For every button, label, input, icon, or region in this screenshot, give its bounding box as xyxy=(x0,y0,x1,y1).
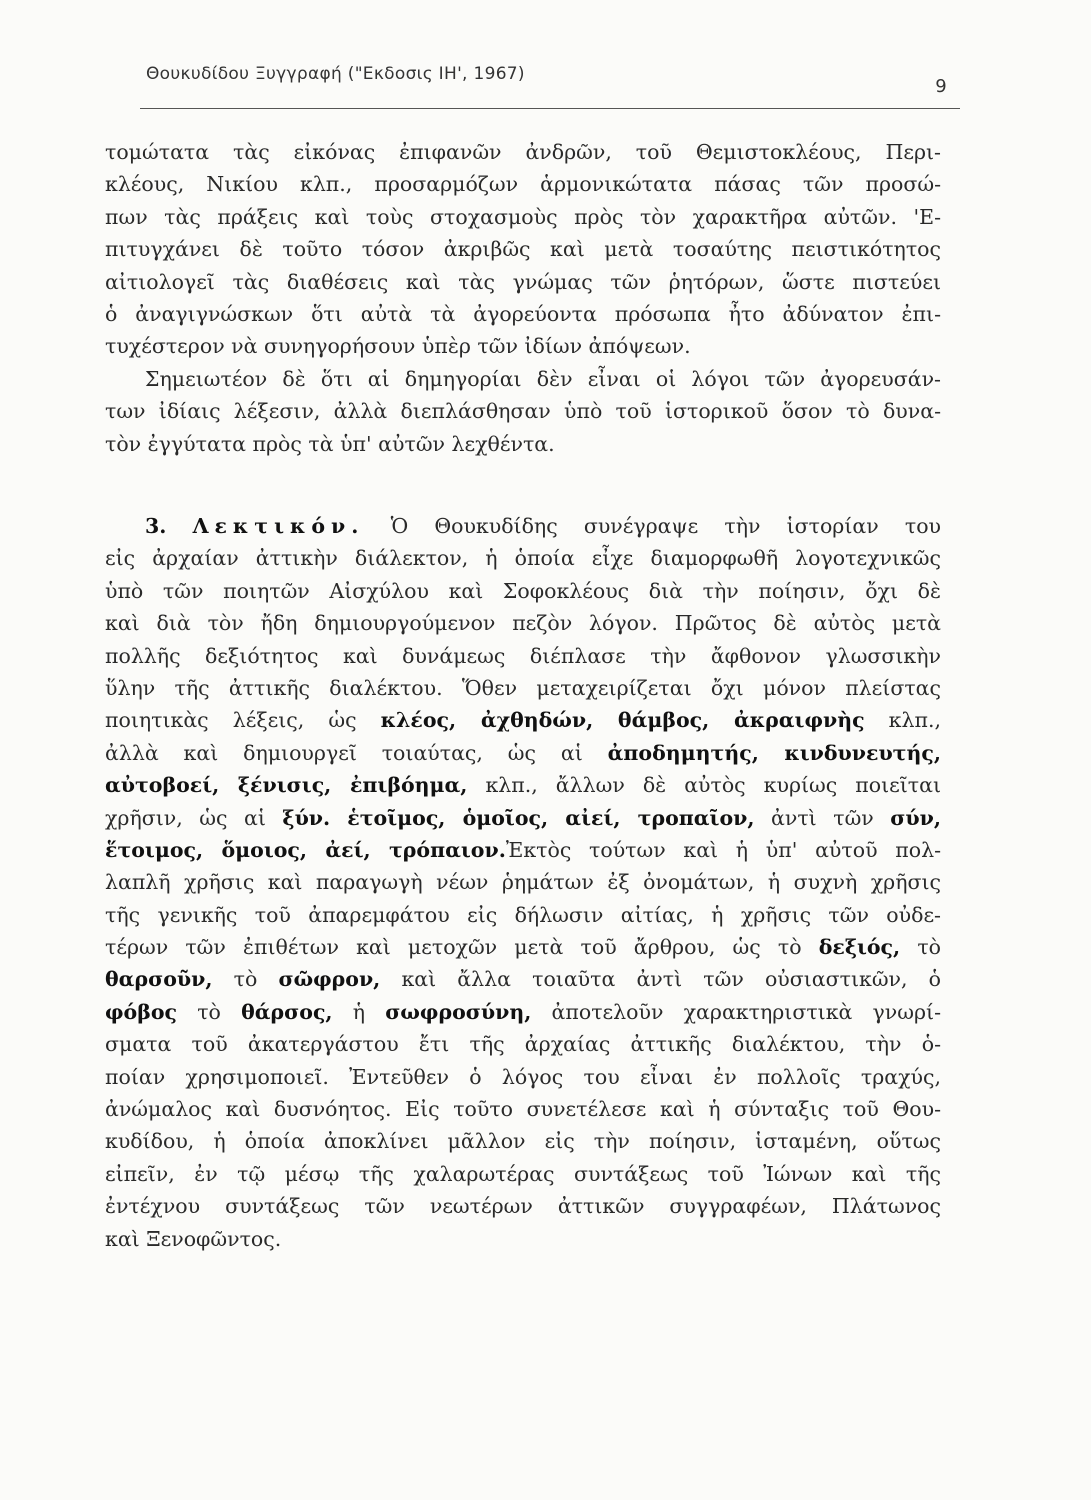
text-line: πιτυγχάνει δὲ τοῦτο τόσον ἀκριβῶς καὶ μετὰ τοσαύτης πειστικότητος xyxy=(105,237,941,262)
bold-term: σύν, xyxy=(890,805,941,830)
text-line xyxy=(105,931,941,963)
text-run: κλπ., xyxy=(864,708,941,733)
text-run: ἀποτελοῦν χαρακτηριστικὰ γνωρί- xyxy=(531,999,941,1024)
text-run: κλπ., ἄλλων δὲ αὐτὸς κυρίως ποιεῖται xyxy=(467,773,941,798)
text-line: καὶ διὰ τὸν ἤδη δημιουργούμενον πεζὸν λόγον. Πρῶτος δὲ αὐτὸς μετὰ xyxy=(105,611,941,636)
text-line xyxy=(105,510,941,542)
text-line: κλέους, Νικίου κλπ., προσαρμόζων ἁρμονικώτατα πάσας τῶν προσώ- xyxy=(105,172,941,197)
text-line: Σημειωτέον δὲ ὅτι αἱ δημηγορίαι δὲν εἶναι οἱ λόγοι τῶν ἀγορευσάν- xyxy=(145,366,941,391)
section-number: 3. xyxy=(145,514,167,538)
text-line: ὕλην τῆς ἀττικῆς διαλέκτου. Ὅθεν μεταχειρίζεται ὄχι μόνον πλείστας xyxy=(105,675,941,700)
text-line: πων τὰς πράξεις καὶ τοὺς στοχασμοὺς πρὸς τὸν χαρακτῆρα αὐτῶν. 'Ε- xyxy=(105,204,941,229)
text-line: τομώτατα τὰς εἰκόνας ἐπιφανῶν ἀνδρῶν, τοῦ Θεμιστοκλέους, Περι- xyxy=(105,140,941,164)
text-run: ἡ xyxy=(332,999,386,1024)
text-line: ποίαν χρησιμοποιεῖ. Ἐντεῦθεν ὁ λόγος του εἶναι ἐν πολλοῖς τραχύς, xyxy=(105,1064,941,1089)
bold-term: φόβος xyxy=(105,999,177,1024)
page-number: 9 xyxy=(935,76,947,97)
text-run: ἀντὶ τῶν xyxy=(754,805,891,830)
text-line: των ἰδίαις λέξεσιν, ἀλλὰ διεπλάσθησαν ὑπὸ τοῦ ἱστορικοῦ ὅσον τὸ δυνα- xyxy=(105,399,941,424)
bold-term: θαρσοῦν, xyxy=(105,967,213,992)
text-line: ὁ ἀναγιγνώσκων ὅτι αὐτὰ τὰ ἀγορεύοντα πρόσωπα ἦτο ἀδύνατον ἐπι- xyxy=(105,301,941,326)
text-line: κυδίδου, ἡ ὁποία ἀποκλίνει μᾶλλον εἰς τὴν ποίησιν, ἱσταμένη, οὕτως xyxy=(105,1129,941,1154)
text-line xyxy=(105,802,941,834)
text-line xyxy=(105,769,941,801)
paragraph-1 xyxy=(105,136,941,460)
bold-term: αὐτοβοεί, ξένισις, ἐπιβόημα, xyxy=(105,773,468,798)
text-run: Ἐκτὸς τούτων καὶ ἡ ὑπ' αὐτοῦ πολ- xyxy=(505,837,941,862)
text-line xyxy=(105,834,941,866)
text-line: ἀνώμαλος καὶ δυσνόητος. Εἰς τοῦτο συνετέλεσε καὶ ἡ σύνταξις τοῦ Θου- xyxy=(105,1097,941,1122)
text-run: Ὁ Θουκυδίδης συνέγραψε τὴν ἱστορίαν του xyxy=(364,514,941,538)
text-line: ἐντέχνου συντάξεως τῶν νεωτέρων ἀττικῶν συγγραφέων, Πλάτωνος xyxy=(105,1194,941,1219)
text-line: πολλῆς δεξιότητος καὶ δυνάμεως διέπλασε τὴν ἄφθονον γλωσσικὴν xyxy=(105,643,941,668)
text-line: τῆς γενικῆς τοῦ ἀπαρεμφάτου εἰς δήλωσιν αἰτίας, ἡ χρῆσις τῶν οὐδε- xyxy=(105,902,941,927)
text-run: ποιητικὰς λέξεις, ὡς xyxy=(105,708,381,733)
bold-term: θάρσος, xyxy=(241,999,333,1024)
bold-term: ἕτοιμος, ὅμοιος, ἀεί, τρόπαιον. xyxy=(105,837,506,862)
section-heading: Λεκτικόν. xyxy=(192,514,365,538)
text-line: τυχέστερον νὰ συνηγορήσουν ὑπὲρ τῶν ἰδίων ἀπόψεων. xyxy=(105,334,691,359)
text-line: εἰς ἀρχαίαν ἀττικὴν διάλεκτον, ἡ ὁποία εἶχε διαμορφωθῆ λογοτεχνικῶς xyxy=(105,546,941,571)
text-line xyxy=(105,996,941,1028)
text-line: εἰπεῖν, ἐν τῷ μέσῳ τῆς χαλαρωτέρας συντάξεως τοῦ Ἰώνων καὶ τῆς xyxy=(105,1161,941,1186)
header-rule xyxy=(140,108,960,109)
bold-term: κλέος, ἀχθηδών, θάμβος, ἀκραιφνὴς xyxy=(380,708,865,733)
text-line: καὶ Ξενοφῶντος. xyxy=(105,1226,282,1251)
text-run: τὸ xyxy=(900,935,941,960)
bold-term: ξύν. ἑτοῖμος, ὁμοῖος, αἰεί, τροπαῖον, xyxy=(282,805,755,830)
text-line: τὸν ἐγγύτατα πρὸς τὰ ὑπ' αὐτῶν λεχθέντα. xyxy=(105,431,555,456)
text-run: τέρων τῶν ἐπιθέτων καὶ μετοχῶν μετὰ τοῦ ἄρθρου, ὡς τὸ xyxy=(105,935,819,960)
text-line: αἰτιολογεῖ τὰς διαθέσεις καὶ τὰς γνώμας τῶν ῥητόρων, ὥστε πιστεύει xyxy=(105,269,941,294)
bold-term: ἀποδημητής, κινδυνευτής, xyxy=(607,740,941,765)
text-run: χρῆσιν, ὡς αἱ xyxy=(105,805,283,830)
bold-term: σωφροσύνη, xyxy=(385,999,532,1024)
text-run: τὸ xyxy=(212,967,279,992)
text-line xyxy=(105,737,941,769)
text-run: ἀλλὰ καὶ δημιουργεῖ τοιαύτας, ὡς αἱ xyxy=(105,740,608,765)
running-title: Θουκυδίδου Ξυγγραφή ("Εκδοσις ΙΗ', 1967) xyxy=(146,64,525,84)
bold-term: σῶφρον, xyxy=(278,967,381,992)
text-line xyxy=(105,704,941,736)
section-3-paragraph xyxy=(105,510,941,1255)
text-run: τὸ xyxy=(177,999,242,1024)
text-line: σματα τοῦ ἀκατεργάστου ἔτι τῆς ἀρχαίας ἀττικῆς διαλέκτου, τὴν ὁ- xyxy=(105,1032,941,1057)
text-run: καὶ ἄλλα τοιαῦτα ἀντὶ τῶν οὐσιαστικῶν, ὁ xyxy=(380,967,941,992)
text-line: ὑπὸ τῶν ποιητῶν Αἰσχύλου καὶ Σοφοκλέους διὰ τὴν ποίησιν, ὄχι δὲ xyxy=(105,578,941,603)
bold-term: δεξιός, xyxy=(818,935,901,960)
running-header xyxy=(146,64,961,97)
text-line xyxy=(105,963,941,995)
text-line: λαπλῆ χρῆσις καὶ παραγωγὴ νέων ῥημάτων ἐξ ὀνομάτων, ἡ συχνὴ χρῆσις xyxy=(105,870,941,895)
